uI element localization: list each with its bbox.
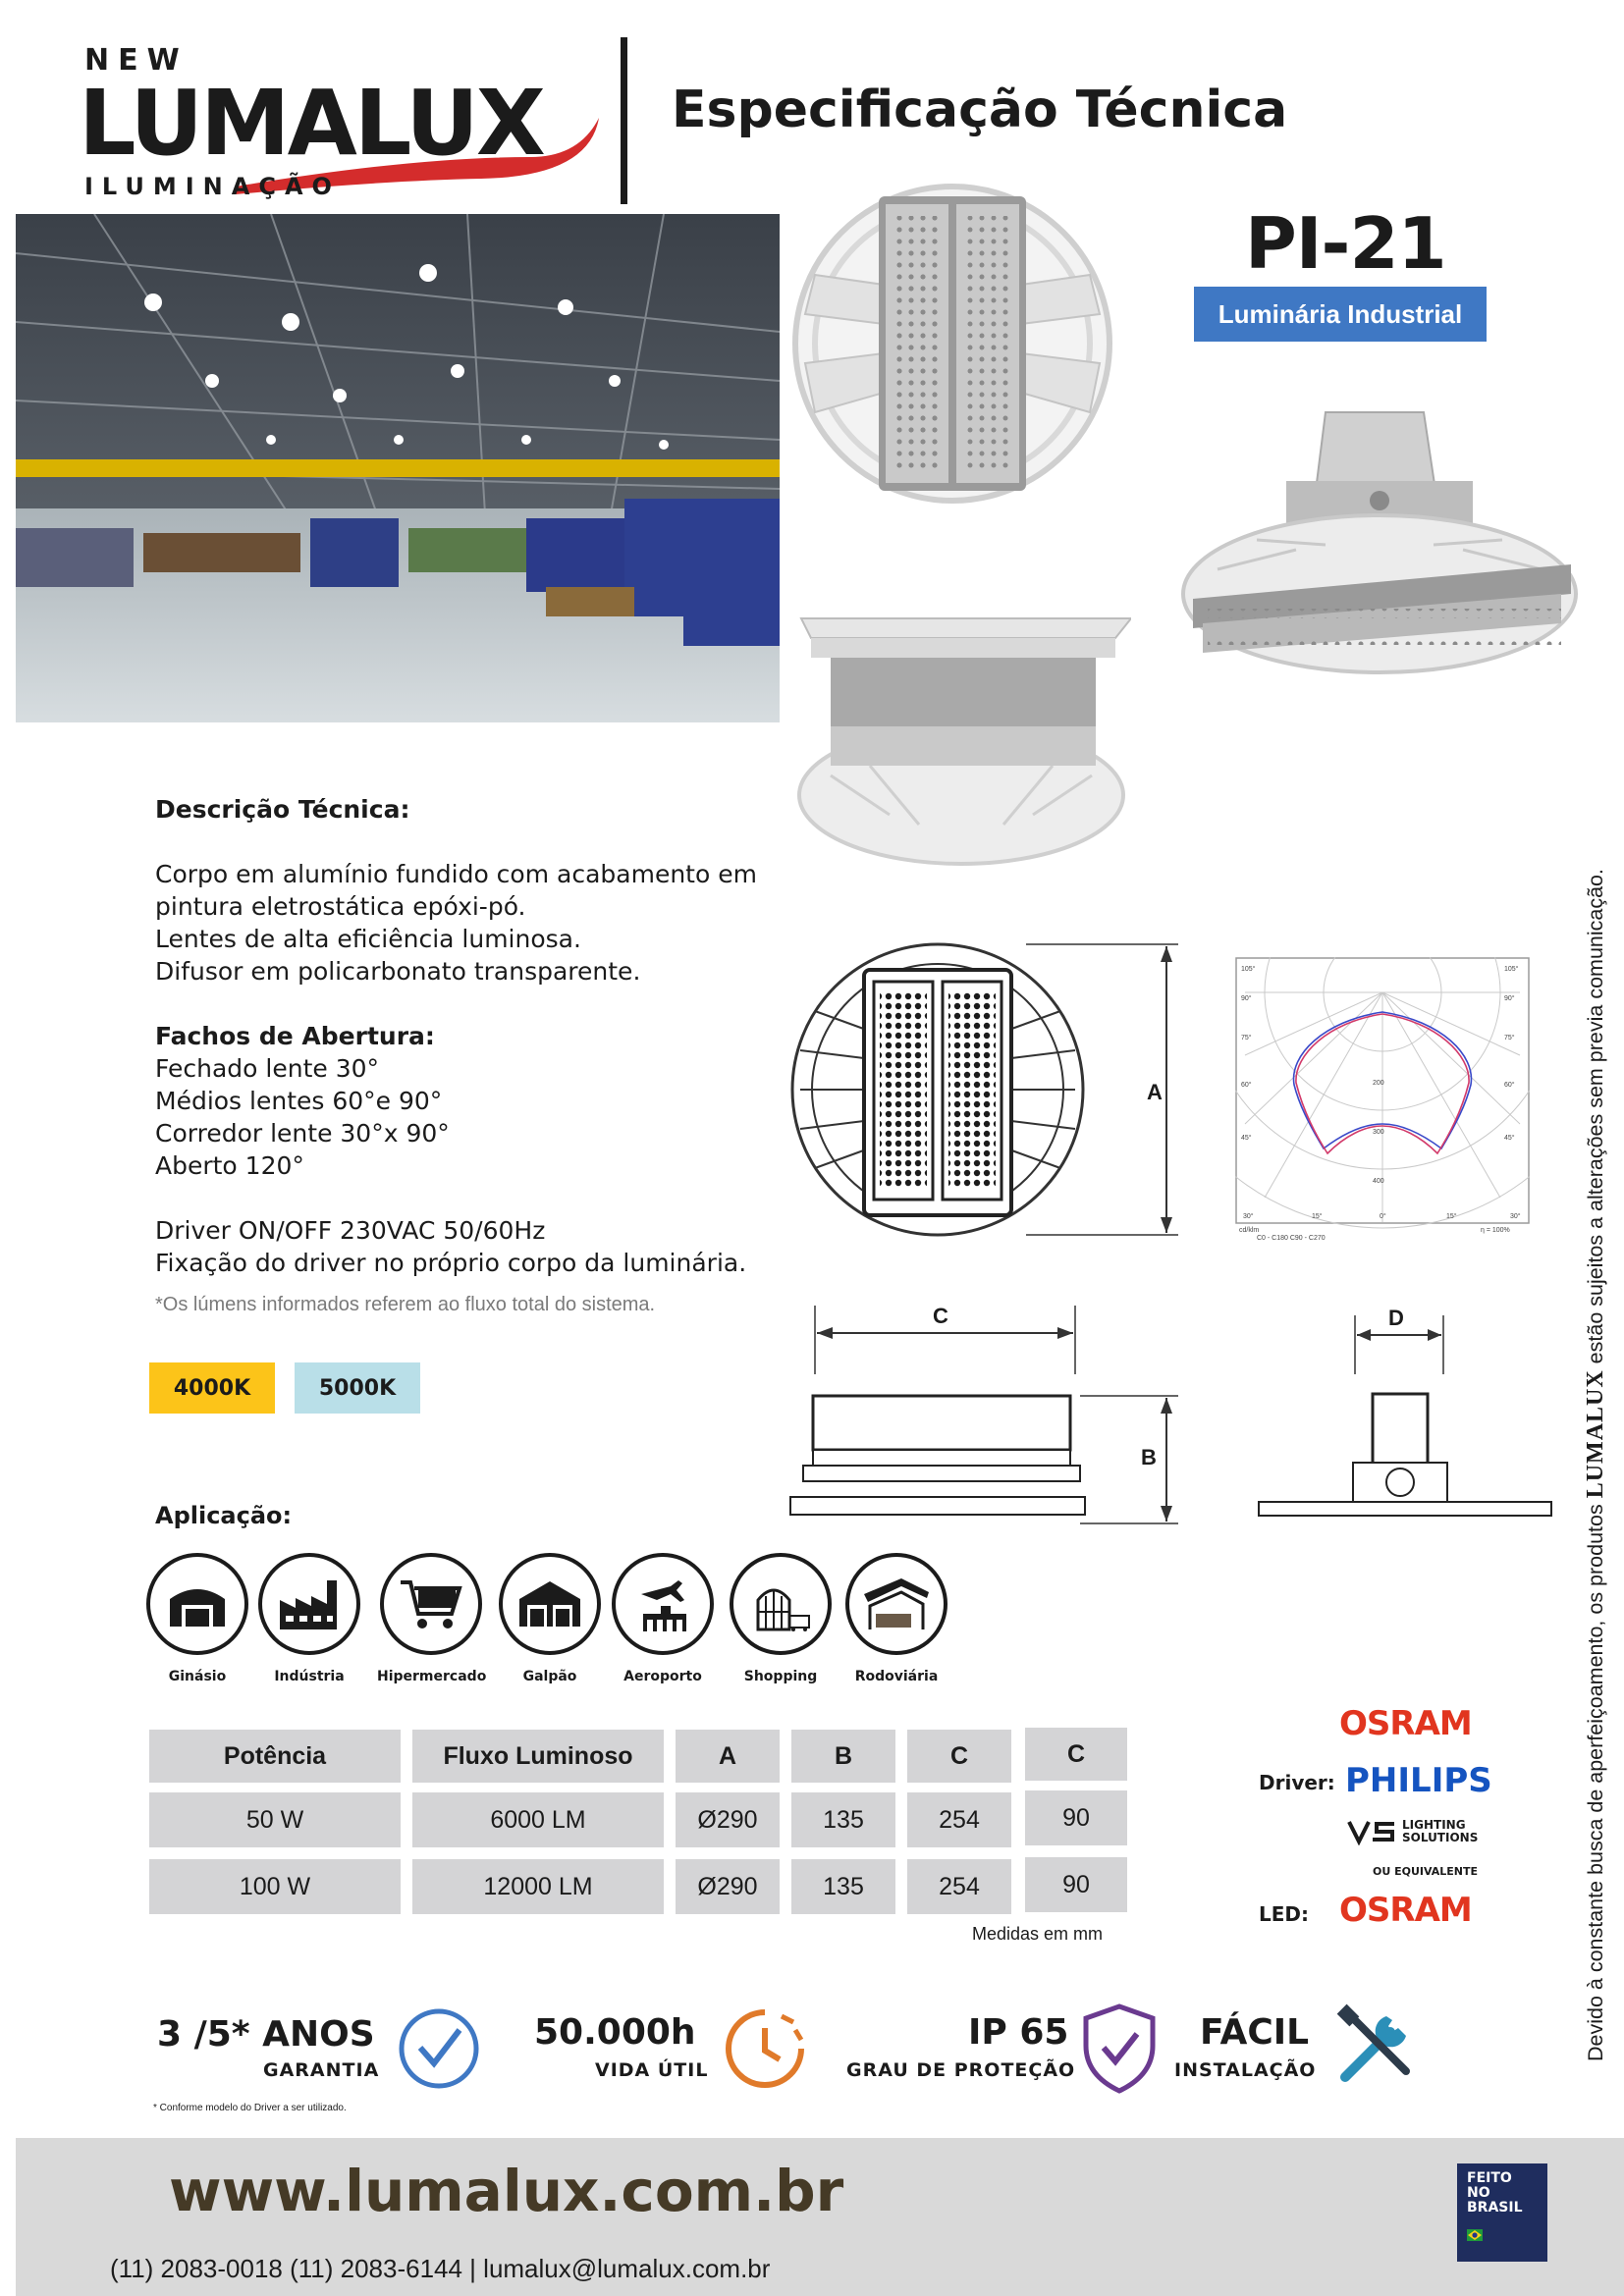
beam-line: Corredor lente 30°x 90°	[155, 1119, 450, 1148]
ip-subtitle: GRAU DE PROTEÇÃO	[846, 2059, 1076, 2081]
equivalent-note: OU EQUIVALENTE	[1373, 1865, 1479, 1878]
product-photo-angle	[1178, 402, 1581, 697]
svg-text:400: 400	[1373, 1178, 1384, 1185]
svg-text:60°: 60°	[1504, 1082, 1515, 1089]
app-label: Hipermercado	[377, 1669, 487, 1684]
svg-text:C0 - C180 C90 - C270: C0 - C180 C90 - C270	[1257, 1235, 1326, 1242]
app-item-industria	[255, 1553, 363, 1684]
temp-4000k: 4000K	[149, 1362, 275, 1414]
website-link[interactable]: www.lumalux.com.br	[169, 2158, 844, 2224]
svg-text:200: 200	[1373, 1080, 1384, 1087]
app-item-hipermercado	[377, 1553, 485, 1684]
driver-line: Fixação do driver no próprio corpo da luminária.	[155, 1249, 747, 1277]
dim-label-b: B	[1141, 1445, 1157, 1469]
svg-text:90°: 90°	[1241, 995, 1252, 1002]
description-line: Corpo em alumínio fundido com acabamento em	[155, 860, 757, 888]
svg-text:η = 100%: η = 100%	[1481, 1227, 1510, 1234]
bus-station-icon	[862, 1576, 931, 1631]
table-cell: Ø290	[676, 1792, 780, 1847]
warranty-title: 3 /5* ANOS	[157, 2014, 375, 2055]
product-photo-top	[776, 177, 1129, 510]
table-cell: 12000 LM	[412, 1859, 664, 1914]
table-header: Fluxo Luminoso	[412, 1730, 664, 1783]
lumen-note: *Os lúmens informados referem ao fluxo total do sistema.	[155, 1294, 656, 1315]
product-photo-side	[791, 579, 1131, 874]
vs-icon	[1347, 1818, 1398, 1845]
svg-text:105°: 105°	[1504, 966, 1519, 973]
category-badge: Luminária Industrial	[1194, 287, 1487, 342]
app-item-ginasio	[143, 1553, 251, 1684]
svg-text:90°: 90°	[1504, 995, 1515, 1002]
svg-text:15°: 15°	[1446, 1213, 1457, 1220]
svg-text:30°: 30°	[1510, 1213, 1521, 1220]
made-in-brazil-badge: FEITO NO BRASIL	[1457, 2163, 1547, 2262]
logo-subtitle: ILUMINAÇÃO	[84, 173, 341, 200]
svg-text:300: 300	[1373, 1129, 1384, 1136]
product-model: PI-21	[1245, 202, 1446, 285]
warehouse-icon	[517, 1579, 582, 1629]
app-item-shopping	[727, 1553, 835, 1684]
beams-heading: Fachos de Abertura:	[155, 1022, 435, 1050]
install-title: FÁCIL	[1200, 2012, 1310, 2053]
dim-label-d: D	[1388, 1306, 1404, 1330]
warranty-subtitle: GARANTIA	[263, 2059, 380, 2081]
temp-5000k: 5000K	[295, 1362, 420, 1414]
shopping-cart-icon	[399, 1576, 463, 1631]
description-line: Difusor em policarbonato transparente.	[155, 957, 641, 986]
driver-label: Driver:	[1259, 1771, 1335, 1794]
table-header: C	[1025, 1728, 1127, 1781]
app-label: Ginásio	[168, 1669, 227, 1684]
vertical-disclaimer: Devido à constante busca de aperfeiçoamento, os produtos LUMALUX estão sujeitos a alterações sem previa comunicação.	[1583, 869, 1608, 2061]
table-cell: 90	[1025, 1790, 1127, 1845]
svg-text:75°: 75°	[1241, 1035, 1252, 1041]
svg-text:30°: 30°	[1243, 1213, 1254, 1220]
svg-text:45°: 45°	[1504, 1135, 1515, 1142]
dimension-drawing-front	[785, 942, 1188, 1256]
dim-label-a: A	[1147, 1080, 1163, 1104]
beam-line: Aberto 120°	[155, 1151, 304, 1180]
table-header: C	[907, 1730, 1011, 1783]
gym-icon	[168, 1579, 227, 1629]
ip-title: IP 65	[968, 2012, 1069, 2053]
table-cell: 100 W	[149, 1859, 401, 1914]
app-item-galpao	[496, 1553, 604, 1684]
footnote: * Conforme modelo do Driver a ser utilizado.	[153, 2103, 347, 2113]
dimension-drawing-profile	[1247, 1306, 1561, 1551]
svg-text:75°: 75°	[1504, 1035, 1515, 1041]
table-cell: 50 W	[149, 1792, 401, 1847]
beam-line: Médios lentes 60°e 90°	[155, 1087, 443, 1115]
measures-note: Medidas em mm	[972, 1924, 1104, 1944]
clock-icon	[723, 2006, 807, 2091]
page-title: Especificação Técnica	[672, 80, 1288, 139]
dimension-drawing-side	[785, 1306, 1188, 1551]
logo-wordmark: LUMALUX	[79, 71, 543, 176]
app-label: Shopping	[743, 1669, 818, 1684]
install-subtitle: INSTALAÇÃO	[1174, 2059, 1317, 2081]
table-cell: Ø290	[676, 1859, 780, 1914]
table-cell: 254	[907, 1792, 1011, 1847]
application-heading: Aplicação:	[155, 1502, 293, 1529]
svg-text:0°: 0°	[1380, 1213, 1386, 1220]
svg-text:60°: 60°	[1241, 1082, 1252, 1089]
contact-info: (11) 2083-0018 (11) 2083-6144 | lumalux@lumalux.com.br	[110, 2254, 771, 2283]
svg-text:45°: 45°	[1241, 1135, 1252, 1142]
app-label: Galpão	[522, 1669, 577, 1684]
app-item-rodoviaria	[842, 1553, 950, 1684]
led-label: LED:	[1259, 1902, 1310, 1926]
warranty-check-icon	[397, 2006, 481, 2091]
osram-logo-driver: OSRAM	[1339, 1704, 1472, 1743]
app-label: Aeroporto	[623, 1669, 702, 1684]
header-divider	[621, 37, 627, 204]
lifetime-title: 50.000h	[534, 2012, 696, 2053]
table-cell: 90	[1025, 1857, 1127, 1912]
beam-line: Fechado lente 30°	[155, 1054, 380, 1083]
shield-icon	[1080, 2002, 1159, 2095]
table-header: Potência	[149, 1730, 401, 1783]
airport-icon	[631, 1575, 694, 1633]
mall-icon	[748, 1576, 813, 1631]
app-label: Rodoviária	[854, 1669, 939, 1684]
table-header: B	[791, 1730, 895, 1783]
table-cell: 254	[907, 1859, 1011, 1914]
photometric-diagram	[1235, 957, 1530, 1242]
svg-text:105°: 105°	[1241, 966, 1256, 973]
app-item-aeroporto	[609, 1553, 717, 1684]
factory-icon	[278, 1576, 341, 1631]
table-cell: 135	[791, 1859, 895, 1914]
brazil-flag-icon	[1467, 2229, 1483, 2241]
table-header: A	[676, 1730, 780, 1783]
table-cell: 6000 LM	[412, 1792, 664, 1847]
dim-label-c: C	[933, 1306, 948, 1328]
svg-text:15°: 15°	[1312, 1213, 1323, 1220]
tools-icon	[1331, 2002, 1420, 2091]
logo-new: NEW	[84, 43, 189, 78]
lifetime-subtitle: VIDA ÚTIL	[595, 2059, 709, 2081]
table-cell: 135	[791, 1792, 895, 1847]
app-label: Indústria	[274, 1669, 345, 1684]
vs-lighting-logo: LIGHTING SOLUTIONS	[1347, 1818, 1478, 1845]
description-line: Lentes de alta eficiência luminosa.	[155, 925, 581, 953]
driver-line: Driver ON/OFF 230VAC 50/60Hz	[155, 1216, 546, 1245]
philips-logo: PHILIPS	[1345, 1761, 1492, 1800]
description-heading: Descrição Técnica:	[155, 795, 410, 824]
warehouse-photo	[16, 214, 780, 722]
description-line: pintura eletrostática epóxi-pó.	[155, 892, 526, 921]
technical-description	[155, 793, 803, 1321]
osram-logo-led: OSRAM	[1339, 1891, 1472, 1930]
svg-text:cd/klm: cd/klm	[1239, 1227, 1260, 1234]
